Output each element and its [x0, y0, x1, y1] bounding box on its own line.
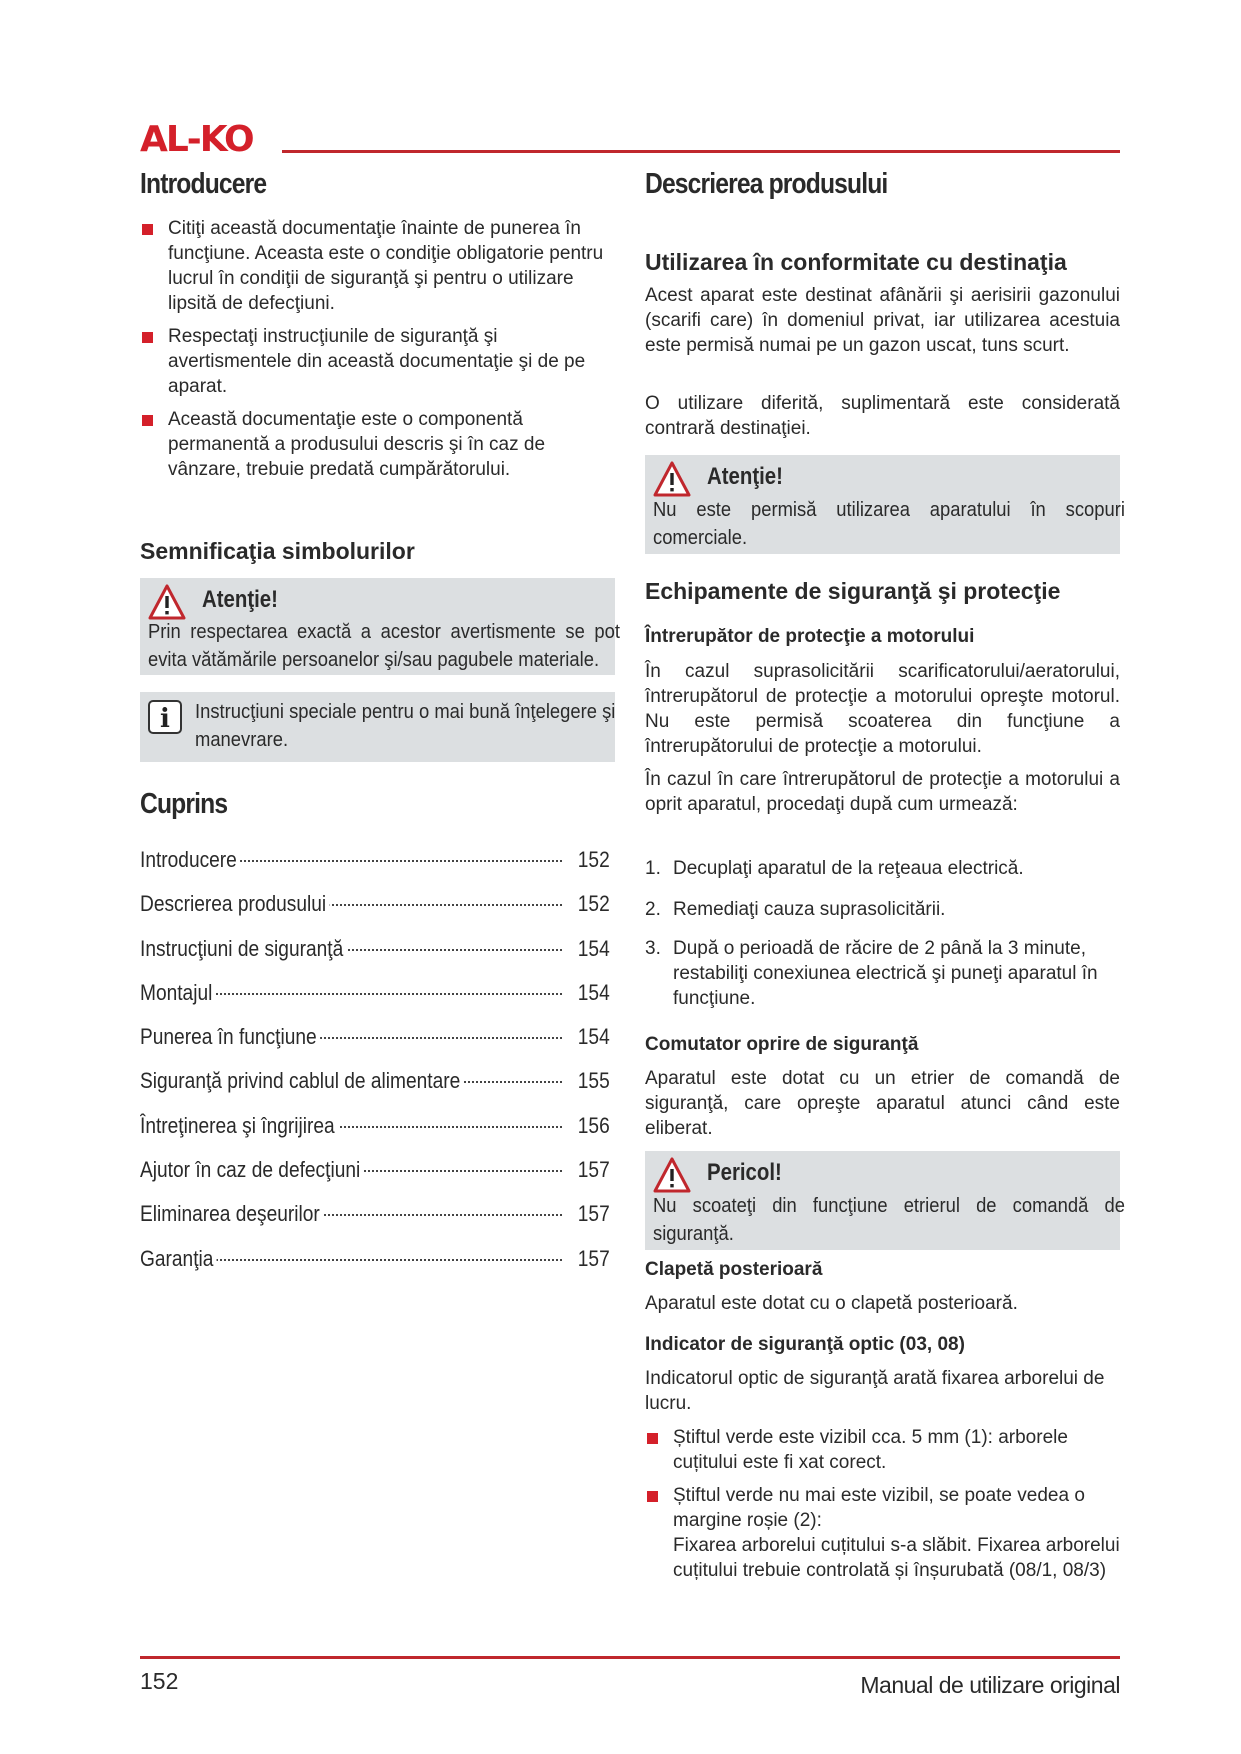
motor-paragraph-2: În cazul în care întrerupătorul de protecţie a motorului a oprit aparatul, procedaţi după cum urmează: [645, 769, 1120, 815]
safety-equipment-heading: Echipamente de siguranţă şi protecţie [645, 578, 1061, 604]
bullet-square-icon [142, 224, 153, 235]
usage-heading: Utilizarea în conformitate cu destinaţia [645, 249, 1067, 275]
list-item: Această documentaţie este o componentă permanentă a produsului descris şi în caz de vânzare, trebuie predată cumpărătorului. [140, 407, 615, 482]
safety-switch-heading: Comutator oprire de siguranţă [645, 1034, 919, 1055]
rear-flap-heading: Clapetă posterioară [645, 1259, 823, 1280]
bullet-square-icon [647, 1433, 658, 1444]
danger-box [645, 1151, 1125, 1250]
product-description-heading: Descrierea produsului [645, 168, 888, 200]
attention-box [140, 578, 620, 675]
list-item: Respectaţi instrucţiunile de siguranţă şi avertismentele din această documentaţie şi de pe aparat. [140, 324, 615, 399]
page-number: 152 [140, 1668, 179, 1694]
list-item: 2. Remediaţi cauza suprasolicitării. [645, 899, 946, 920]
rear-flap-paragraph: Aparatul este dotat cu o clapetă posterioară. [645, 1293, 1018, 1314]
motor-protection-heading: Întrerupător de protecţie a motorului [645, 626, 975, 647]
safety-switch-paragraph: Aparatul este dotat cu un etrier de comandă de siguranţă, care opreşte aparatul atunci când este eliberat. [645, 1068, 1120, 1139]
list-item: 1. Decuplaţi aparatul de la reţeaua electrică. [645, 858, 1024, 879]
symbols-heading: Semnificaţia simbolurilor [140, 538, 415, 564]
header-rule [282, 150, 1120, 153]
warning-triangle-icon [148, 584, 186, 620]
toc-item[interactable]: Ajutor în caz de defecţiuni 157 [140, 1157, 610, 1183]
attention-text: Prin respectarea exactă a acestor avertismente se pot evita vătămările persoanelor şi/sau pagubele materiale. [148, 621, 620, 671]
attention-title: Atenţie! [202, 586, 278, 613]
optical-indicator-heading: Indicator de siguranţă optic (03, 08) [645, 1334, 965, 1355]
indicator-bullet-list [645, 1425, 1120, 1591]
attention-text: Nu este permisă utilizarea aparatului în scopuri comerciale. [653, 499, 1125, 549]
intro-heading: Introducere [140, 168, 267, 200]
warning-triangle-icon [653, 461, 691, 497]
toc-item[interactable]: Întreţinerea şi îngrijirea 156 [140, 1112, 610, 1138]
list-item: Știftul verde nu mai este vizibil, se poate vedea o margine roșie (2): Fixarea arborelui cuțitului s-a slăbit. Fixarea arborelui cuțitului trebuie controlată și înșurubată (08/1, 08/3) [645, 1483, 1120, 1583]
attention-title: Atenţie! [707, 463, 783, 490]
attention-box-commercial [645, 455, 1125, 554]
optical-indicator-paragraph: Indicatorul optic de siguranţă arată fixarea arborelui de lucru. [645, 1368, 1105, 1414]
alko-logo: AL-KO [140, 119, 253, 160]
motor-paragraph-1: În cazul suprasolicitării scarificatorului/aeratorului, întrerupătorul de protecţie a motorului opreşte motorul. Nu este permisă scoaterea din funcţiune a întrerupătorului de protecţie a motorului. [645, 661, 1120, 757]
danger-title: Pericol! [707, 1159, 782, 1186]
toc-item[interactable]: Siguranţă privind cablul de alimentare 155 [140, 1068, 610, 1094]
list-item: Citiţi această documentaţie înainte de punerea în funcţiune. Aceasta este o condiţie obligatorie pentru lucrul în condiţii de siguranţă şi pentru o utilizare lipsită de defecţiuni. [140, 216, 615, 316]
bullet-square-icon [142, 415, 153, 426]
manual-title: Manual de utilizare original [860, 1672, 1120, 1698]
toc-item[interactable]: Introducere 152 [140, 847, 610, 872]
bullet-square-icon [647, 1491, 658, 1502]
table-of-contents [140, 846, 610, 1289]
intro-bullet-list [140, 216, 615, 490]
usage-paragraph-2: O utilizare diferită, suplimentară este considerată contrară destinaţiei. [645, 393, 1120, 439]
info-box [140, 692, 615, 762]
toc-item[interactable]: Descrierea produsului 152 [140, 891, 610, 917]
list-item: 3. După o perioadă de răcire de 2 până la 3 minute, restabiliţi conexiunea electrică şi puneţi aparatul în funcţiune. [645, 938, 1098, 1009]
bullet-square-icon [142, 332, 153, 343]
usage-paragraph-1: Acest aparat este destinat afânării şi aerisirii gazonului (scarifi care) în domeniul privat, iar utilizarea acestuia este permisă numai pe un gazon uscat, tuns scurt. [645, 285, 1120, 356]
toc-item[interactable]: Instrucţiuni de siguranţă 154 [140, 935, 610, 961]
danger-text: Nu scoateţi din funcţiune etrierul de comandă de siguranţă. [653, 1195, 1125, 1245]
toc-item[interactable]: Eliminarea deşeurilor 157 [140, 1201, 610, 1227]
procedure-steps [645, 856, 1120, 1011]
info-text: Instrucţiuni speciale pentru o mai bună înţelegere şi manevrare. [195, 701, 616, 751]
list-item: Știftul verde este vizibil cca. 5 mm (1): arborele cuțitului este fi xat corect. [645, 1425, 1120, 1475]
toc-item[interactable]: Montajul 154 [140, 979, 610, 1005]
info-icon: i [148, 700, 182, 734]
toc-heading: Cuprins [140, 788, 228, 820]
toc-item[interactable]: Garanţia 157 [140, 1245, 610, 1271]
toc-item[interactable]: Punerea în funcţiune 154 [140, 1024, 610, 1050]
warning-triangle-icon [653, 1157, 691, 1193]
footer-rule [140, 1656, 1120, 1659]
